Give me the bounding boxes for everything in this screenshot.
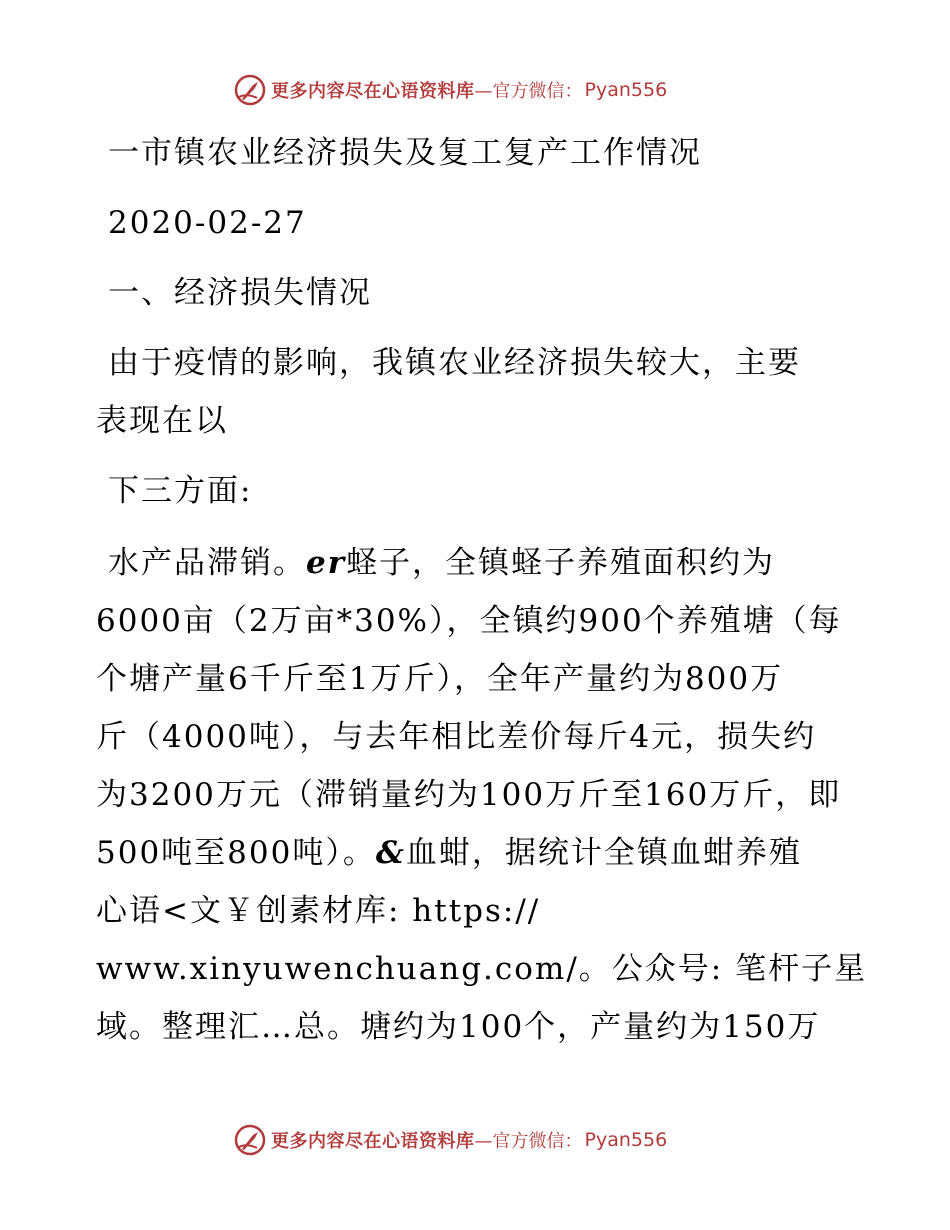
header-banner [233, 72, 713, 108]
footer-wechat-label: —官方微信： [474, 1131, 583, 1152]
paragraph-line: 斤（4000吨），与去年相比差价每斤4元，损失约 [96, 719, 817, 755]
fountain-pen-logo-icon [233, 1123, 267, 1157]
line-segment: 500吨至800吨）。 [96, 835, 376, 871]
header-wechat-id: Pyan556 [584, 79, 668, 101]
paragraph-line: 表现在以 [96, 403, 228, 439]
line-segment: 水产品滞销。 [108, 545, 306, 581]
footer-wechat-id: Pyan556 [584, 1129, 668, 1151]
ocr-glyph: & [375, 835, 406, 871]
paragraph-line [96, 534, 856, 592]
fountain-pen-logo-icon [233, 73, 267, 107]
section-heading: 一、经济损失情况 [108, 275, 372, 311]
paragraph-line: 个塘产量6千斤至1万斤），全年产量约为800万 [96, 661, 784, 697]
paragraph-line: 6000亩（2万亩*30%），全镇约900个养殖塘（每 [96, 603, 842, 639]
document-title: 一市镇农业经济损失及复工复产工作情况 [108, 135, 702, 171]
header-slogan: 更多内容尽在心语资料库 [271, 81, 475, 102]
document-date: 2020-02-27 [108, 205, 307, 241]
header-wechat-label: —官方微信： [474, 81, 583, 102]
paragraph-line: 域。整理汇…总。塘约为100个，产量约为150万 [96, 1009, 821, 1045]
paragraph-line: 为3200万元（滞销量约为100万斤至160万斤，即 [96, 777, 842, 813]
paragraph-line: www.xinyuwenchuang.com/。公众号: 笔杆子星 [96, 951, 868, 987]
footer-banner [233, 1122, 713, 1158]
footer-slogan: 更多内容尽在心语资料库 [271, 1131, 475, 1152]
ocr-glyph: er [306, 545, 347, 581]
paragraph-line: 心语<文￥创素材库: https:// [96, 893, 541, 929]
document-body [96, 124, 868, 1056]
paragraph-line [96, 824, 856, 882]
paragraph-line: 由于疫情的影响，我镇农业经济损失较大，主要 [108, 345, 801, 381]
paragraph-line: 下三方面: [108, 473, 253, 509]
line-segment: 蛏子，全镇蛏子养殖面积约为 [346, 545, 776, 581]
line-segment: 血蚶，据统计全镇血蚶养殖 [405, 835, 802, 871]
